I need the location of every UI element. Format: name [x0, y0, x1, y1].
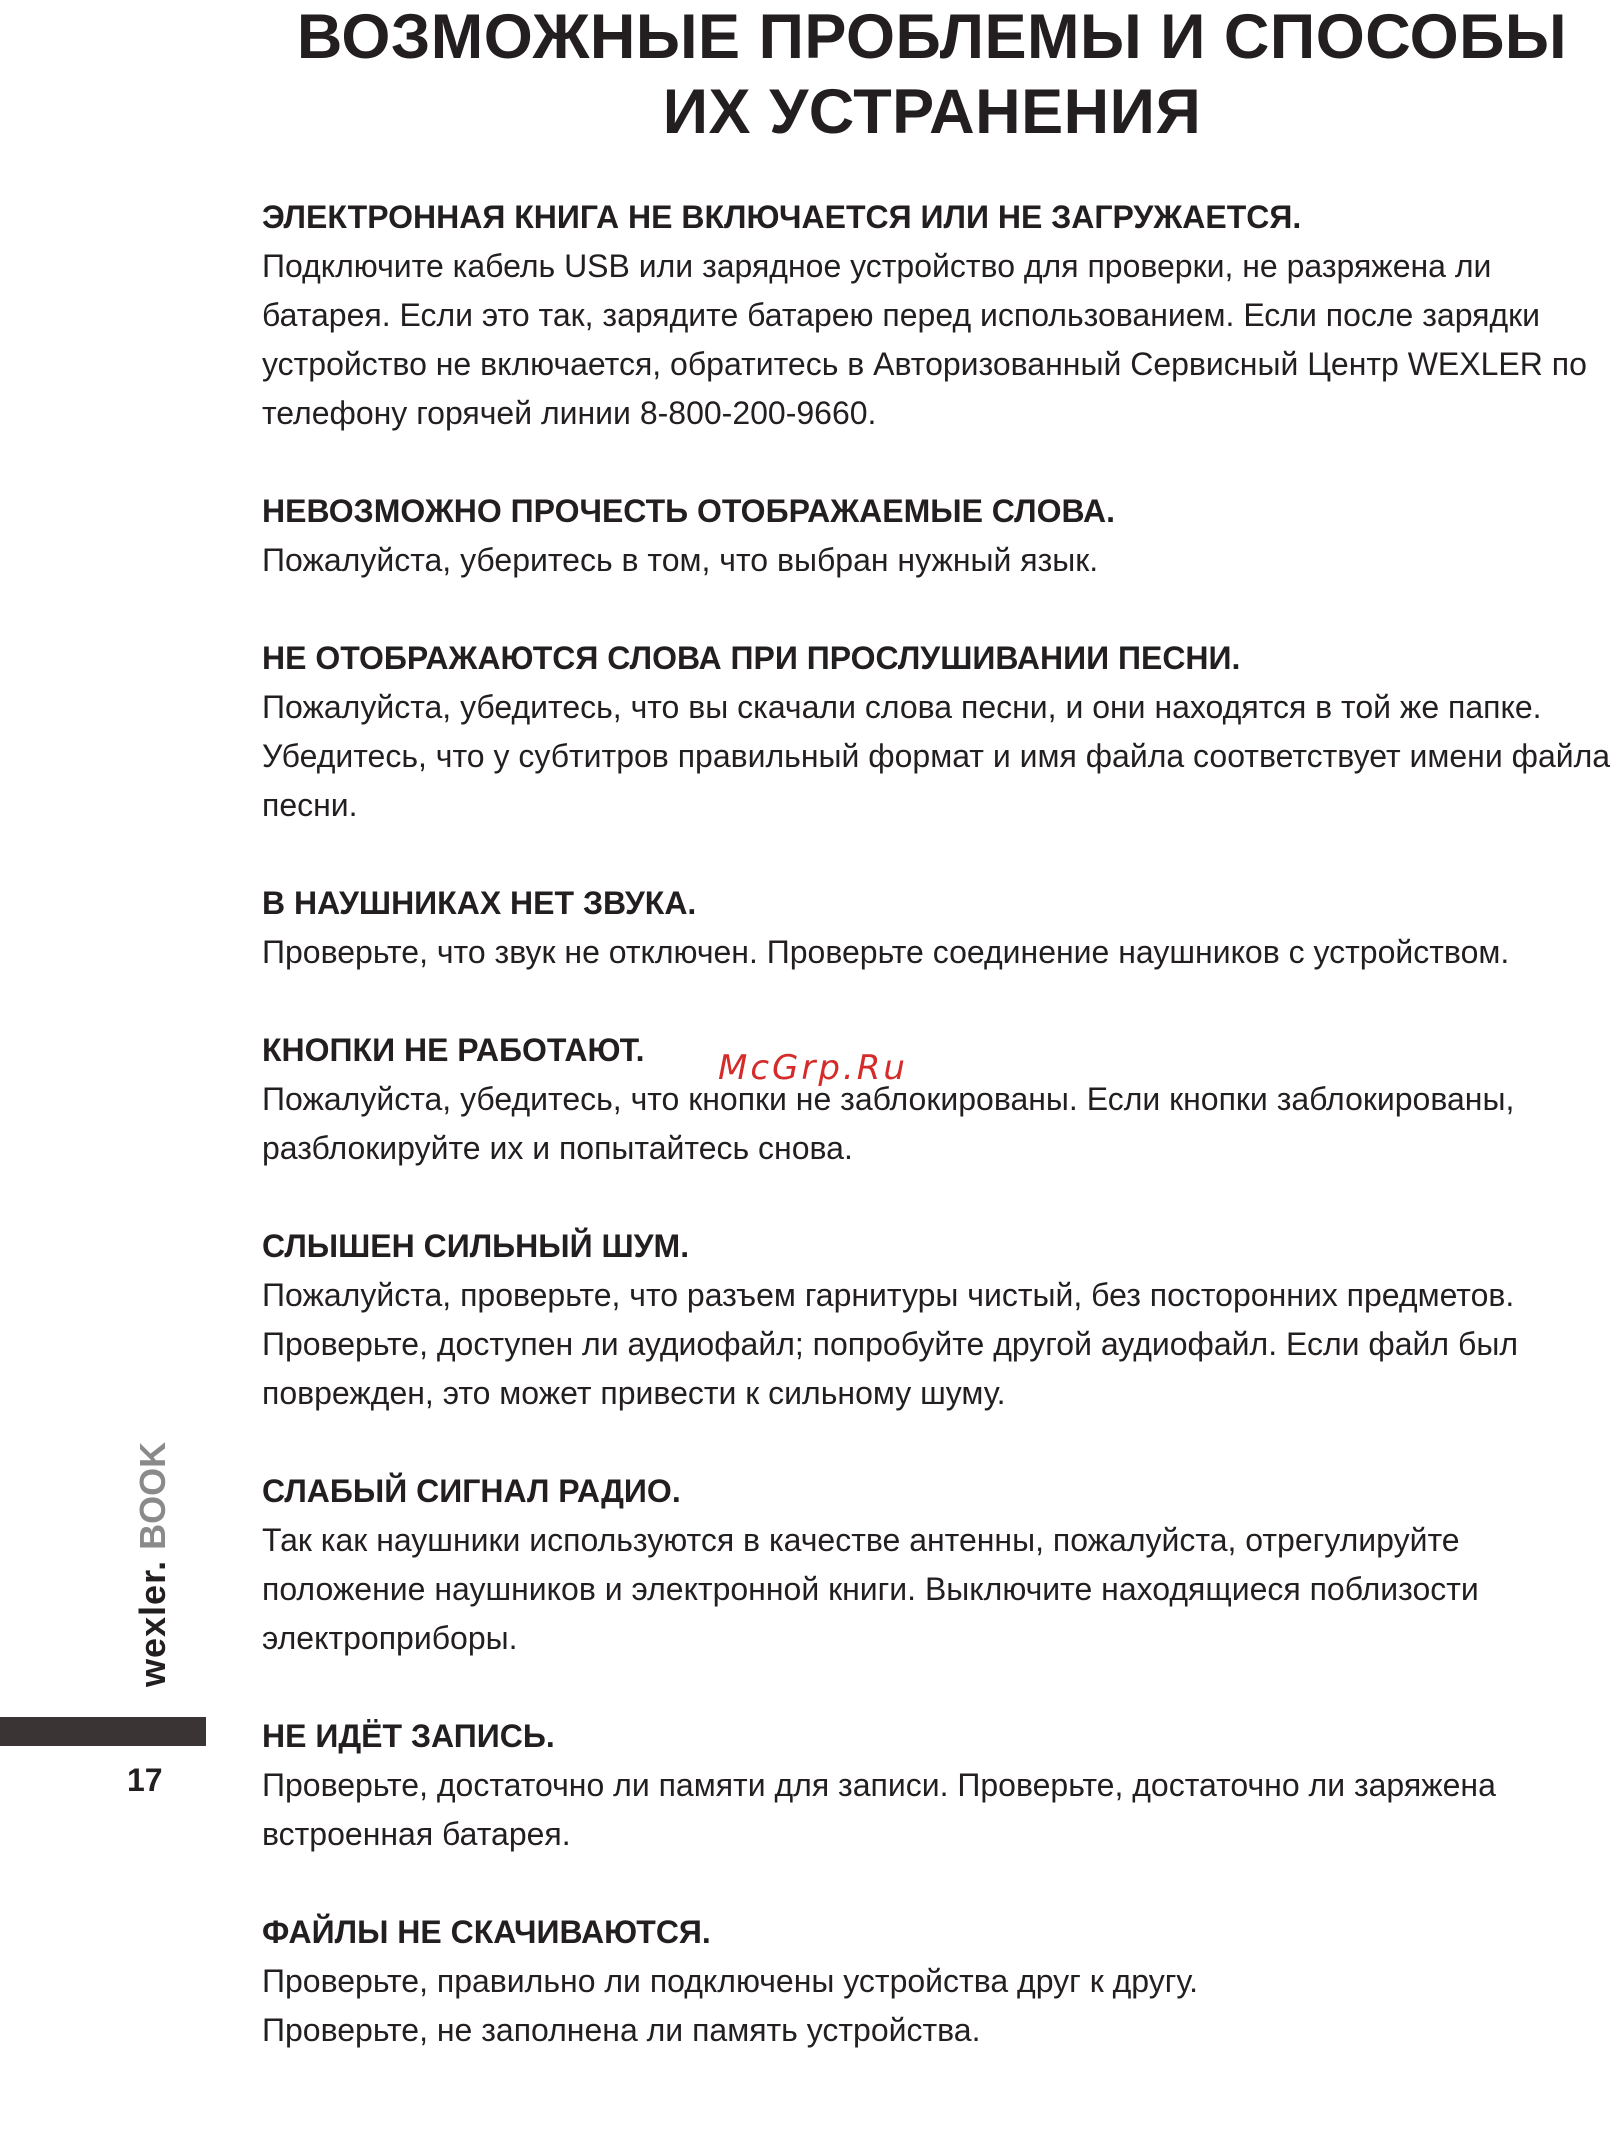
section-no-recording: [262, 1712, 1612, 1859]
brand-bar: [0, 1717, 206, 1746]
section-heading: СЛАБЫЙ СИГНАЛ РАДИО.: [262, 1473, 681, 1509]
section-paragraph: Проверьте, доступен ли аудиофайл; попробуйте другой аудиофайл. Если файл был поврежден, это может привести к сильному шуму.: [262, 1326, 1518, 1411]
section-heading: СЛЫШЕН СИЛЬНЫЙ ШУМ.: [262, 1228, 690, 1264]
troubleshooting-list: [262, 193, 1612, 2104]
section-paragraph: Проверьте, правильно ли подключены устройства друг к другу.: [262, 1963, 1199, 1999]
section-no-sound: [262, 879, 1612, 977]
section-heading: ФАЙЛЫ НЕ СКАЧИВАЮТСЯ.: [262, 1914, 711, 1950]
section-heading: КНОПКИ НЕ РАБОТАЮТ.: [262, 1032, 645, 1068]
section-paragraph: Проверьте, не заполнена ли память устройства.: [262, 2012, 981, 2048]
page-number: 17: [127, 1762, 163, 1798]
section-body: [262, 1957, 1612, 2055]
section-ebook-not-turning-on: [262, 193, 1612, 438]
wexler-logo: wexler.: [132, 1559, 173, 1687]
section-paragraph: Проверьте, что звук не отключен. Проверьте соединение наушников с устройством.: [262, 934, 1510, 970]
section-body: [262, 683, 1612, 830]
section-no-lyrics: [262, 634, 1612, 830]
page-title: [262, 0, 1602, 150]
section-body: [262, 1761, 1612, 1859]
section-body: [262, 1516, 1612, 1663]
section-body: [262, 928, 1612, 977]
section-loud-noise: [262, 1222, 1612, 1418]
section-heading: НЕ ОТОБРАЖАЮТСЯ СЛОВА ПРИ ПРОСЛУШИВАНИИ ПЕСНИ.: [262, 640, 1241, 676]
section-paragraph: Пожалуйста, убедитесь, что вы скачали слова песни, и они находятся в той же папке. Убедитесь, что у субтитров правильный формат и имя файла соответствует имени файла песни.: [262, 689, 1611, 823]
watermark: McGrp.Ru: [718, 1048, 908, 1088]
brand-label: [131, 1442, 175, 1687]
section-body: [262, 242, 1612, 438]
section-heading: НЕ ИДЁТ ЗАПИСЬ.: [262, 1718, 555, 1754]
section-files-not-downloading: [262, 1908, 1612, 2055]
brand-product: BOOK: [132, 1441, 173, 1550]
section-body: [262, 1271, 1612, 1418]
section-paragraph: Пожалуйста, убедитесь, что кнопки не заблокированы. Если кнопки заблокированы, разблокируйте их и попытайтесь снова.: [262, 1081, 1515, 1166]
section-cannot-read-words: [262, 487, 1612, 585]
section-weak-radio-signal: [262, 1467, 1612, 1663]
page-title-line-2: ИХ УСТРАНЕНИЯ: [662, 77, 1202, 147]
section-body: [262, 1075, 1612, 1173]
section-body: [262, 536, 1612, 585]
section-heading: НЕВОЗМОЖНО ПРОЧЕСТЬ ОТОБРАЖАЕМЫЕ СЛОВА.: [262, 493, 1115, 529]
section-heading: В НАУШНИКАХ НЕТ ЗВУКА.: [262, 885, 697, 921]
section-paragraph: Подключите кабель USB или зарядное устройство для проверки, не разряжена ли батарея. Если это так, зарядите батарею перед использованием. Если после зарядки устройство не включается, обратитесь в Авторизованный Сервисный Центр WEXLER по телефону горячей линии 8-800-200-9660.: [262, 248, 1587, 431]
section-paragraph: Так как наушники используются в качестве антенны, пожалуйста, отрегулируйте положение наушников и электронной книги. Выключите находящиеся поблизости электроприборы.: [262, 1522, 1479, 1656]
section-paragraph: Пожалуйста, уберитесь в том, что выбран нужный язык.: [262, 542, 1099, 578]
page-title-line-1: ВОЗМОЖНЫЕ ПРОБЛЕМЫ И СПОСОБЫ: [296, 2, 1568, 72]
section-paragraph: Проверьте, достаточно ли памяти для записи. Проверьте, достаточно ли заряжена встроенная батарея.: [262, 1767, 1496, 1852]
section-heading: ЭЛЕКТРОННАЯ КНИГА НЕ ВКЛЮЧАЕТСЯ ИЛИ НЕ ЗАГРУЖАЕТСЯ.: [262, 199, 1302, 235]
section-paragraph: Пожалуйста, проверьте, что разъем гарнитуры чистый, без посторонних предметов.: [262, 1277, 1515, 1313]
section-buttons-not-working: [262, 1026, 1612, 1173]
